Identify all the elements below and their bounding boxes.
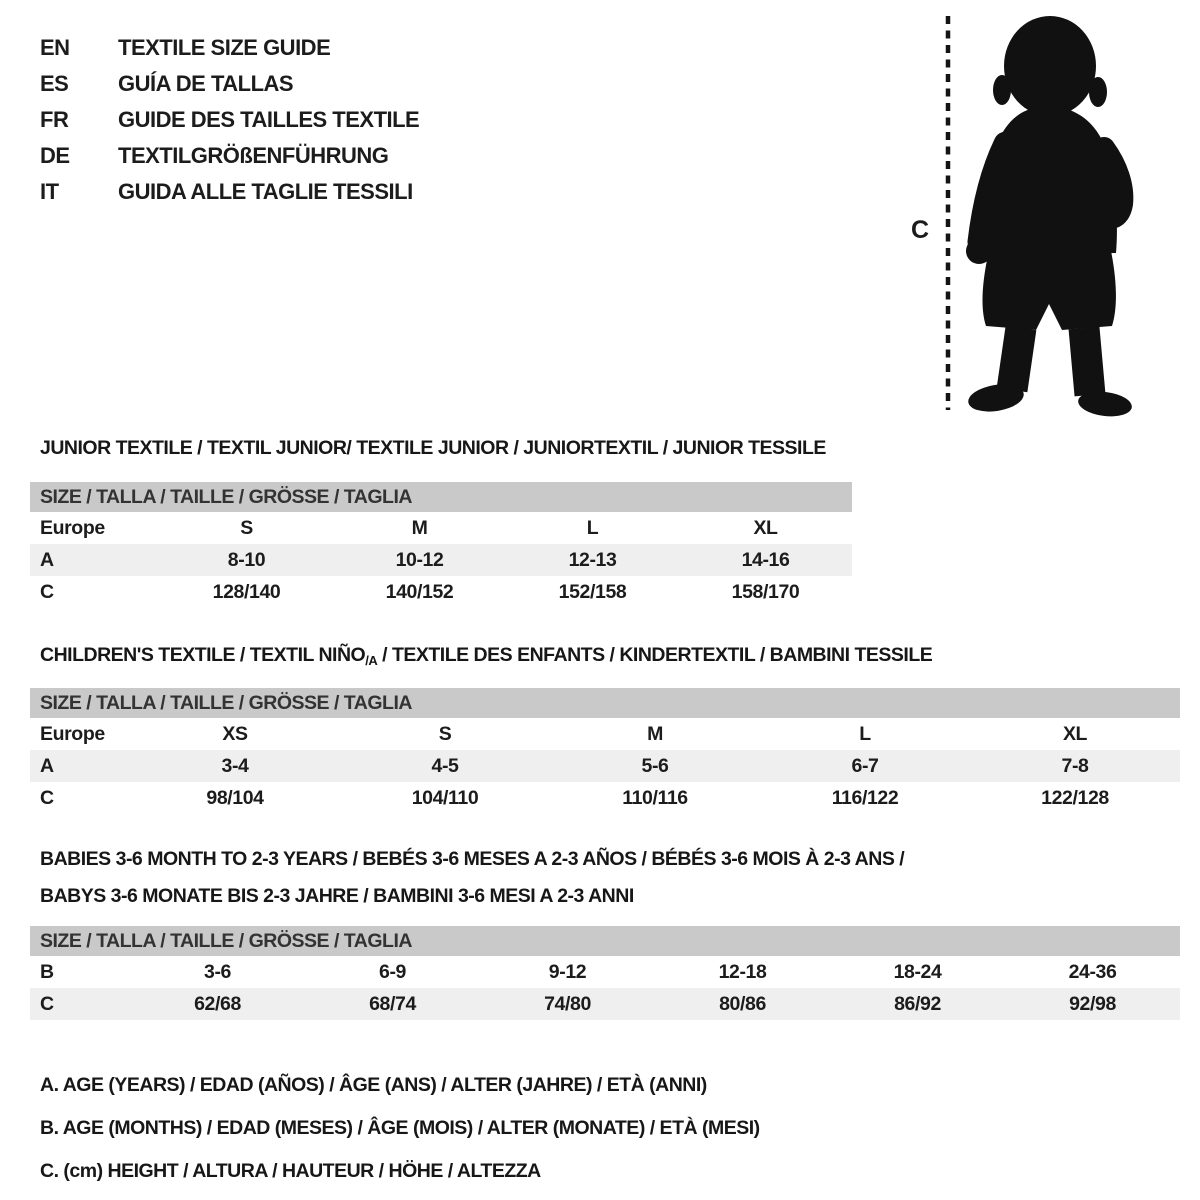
lang-row-en bbox=[40, 30, 419, 66]
size-header-bar: SIZE / TALLA / TAILLE / GRÖSSE / TAGLIA bbox=[30, 688, 1180, 718]
children-section-title bbox=[40, 644, 932, 668]
row-label: C bbox=[40, 580, 54, 603]
table-row-age-months bbox=[30, 956, 1180, 988]
size-header-bar: SIZE / TALLA / TAILLE / GRÖSSE / TAGLIA bbox=[30, 926, 1180, 956]
size-cell: S bbox=[240, 516, 253, 539]
size-cell: XL bbox=[1062, 722, 1088, 745]
height-cell: 80/86 bbox=[719, 992, 766, 1015]
size-cell: S bbox=[438, 722, 452, 745]
age-cell: 9-12 bbox=[548, 960, 587, 983]
table-row-age bbox=[30, 544, 852, 576]
table-row-height bbox=[30, 576, 852, 608]
age-cell: 14-16 bbox=[741, 548, 790, 571]
height-cell: 68/74 bbox=[369, 992, 416, 1015]
table-row-europe bbox=[30, 512, 852, 544]
row-label: A bbox=[40, 548, 54, 571]
row-label: B bbox=[40, 960, 54, 983]
lang-title: GUIDA ALLE TAGLIE TESSILI bbox=[118, 179, 413, 204]
age-cell: 12-13 bbox=[568, 548, 617, 571]
size-cell: L bbox=[586, 516, 599, 539]
toddler-silhouette-icon bbox=[890, 8, 1170, 418]
height-cell: 62/68 bbox=[194, 992, 241, 1015]
lang-row-es bbox=[40, 66, 419, 102]
junior-section-title: JUNIOR TEXTILE / TEXTIL JUNIOR/ TEXTILE JUNIOR / JUNIORTEXTIL / JUNIOR TESSILE bbox=[40, 437, 826, 459]
size-cell: XS bbox=[222, 722, 248, 745]
height-cell: 128/140 bbox=[212, 580, 281, 603]
children-title-part1: CHILDREN'S TEXTILE / TEXTIL NIÑO bbox=[40, 644, 366, 666]
size-cell: M bbox=[647, 722, 663, 745]
size-cell: M bbox=[411, 516, 428, 539]
legend-age-months: B. AGE (MONTHS) / EDAD (MESES) / ÂGE (MOIS) / ALTER (MONATE) / ETÀ (MESI) bbox=[40, 1117, 760, 1139]
age-cell: 10-12 bbox=[395, 548, 444, 571]
height-cell: 152/158 bbox=[558, 580, 627, 603]
height-cell: 86/92 bbox=[894, 992, 941, 1015]
height-cell: 122/128 bbox=[1041, 786, 1109, 809]
height-cell: 74/80 bbox=[544, 992, 591, 1015]
lang-title: TEXTILE SIZE GUIDE bbox=[118, 35, 331, 60]
row-label: Europe bbox=[40, 516, 105, 539]
lang-code: DE bbox=[40, 143, 70, 168]
age-cell: 7-8 bbox=[1061, 754, 1089, 777]
age-cell: 3-4 bbox=[221, 754, 249, 777]
children-size-table bbox=[30, 688, 1180, 814]
size-cell: XL bbox=[753, 516, 778, 539]
row-label: C bbox=[40, 992, 54, 1015]
row-label: C bbox=[40, 786, 54, 809]
junior-size-table bbox=[30, 482, 852, 608]
table-row-age bbox=[30, 750, 1180, 782]
lang-code: EN bbox=[40, 35, 70, 60]
row-label: A bbox=[40, 754, 54, 777]
children-title-part2: / TEXTILE DES ENFANTS / KINDERTEXTIL / BAMBINI TESSILE bbox=[377, 644, 933, 666]
height-measure-label: C bbox=[911, 216, 930, 244]
size-cell: L bbox=[859, 722, 871, 745]
age-cell: 12-18 bbox=[718, 960, 767, 983]
age-cell: 5-6 bbox=[641, 754, 669, 777]
legend-height-cm: C. (cm) HEIGHT / ALTURA / HAUTEUR / HÖHE / ALTEZZA bbox=[40, 1160, 541, 1182]
age-cell: 6-9 bbox=[379, 960, 406, 983]
row-label: Europe bbox=[40, 722, 105, 745]
height-cell: 140/152 bbox=[385, 580, 454, 603]
lang-code: FR bbox=[40, 107, 69, 132]
height-cell: 158/170 bbox=[731, 580, 800, 603]
lang-row-de bbox=[40, 138, 419, 174]
height-cell: 104/110 bbox=[411, 786, 479, 809]
age-cell: 6-7 bbox=[851, 754, 879, 777]
height-cell: 98/104 bbox=[206, 786, 264, 809]
lang-code: IT bbox=[40, 179, 59, 204]
lang-row-it bbox=[40, 174, 419, 210]
height-cell: 92/98 bbox=[1069, 992, 1116, 1015]
lang-title: TEXTILGRÖßENFÜHRUNG bbox=[118, 143, 389, 168]
language-title-list bbox=[40, 30, 419, 210]
height-cell: 110/116 bbox=[622, 786, 688, 809]
table-row-height bbox=[30, 782, 1180, 814]
lang-title: GUÍA DE TALLAS bbox=[118, 71, 294, 96]
babies-section-title-line2: BABYS 3-6 MONATE BIS 2-3 JAHRE / BAMBINI 3-6 MESI A 2-3 ANNI bbox=[40, 885, 634, 907]
babies-section-title-line1: BABIES 3-6 MONTH TO 2-3 YEARS / BEBÉS 3-6 MESES A 2-3 AÑOS / BÉBÉS 3-6 MOIS À 2-3 ANS / bbox=[40, 848, 905, 870]
lang-row-fr bbox=[40, 102, 419, 138]
table-row-height bbox=[30, 988, 1180, 1020]
age-cell: 24-36 bbox=[1068, 960, 1117, 983]
age-cell: 4-5 bbox=[431, 754, 459, 777]
height-cell: 116/122 bbox=[831, 786, 899, 809]
babies-size-table bbox=[30, 926, 1180, 1020]
table-row-europe bbox=[30, 718, 1180, 750]
age-cell: 18-24 bbox=[893, 960, 942, 983]
age-cell: 8-10 bbox=[227, 548, 266, 571]
lang-title: GUIDE DES TAILLES TEXTILE bbox=[118, 107, 420, 132]
lang-code: ES bbox=[40, 71, 69, 96]
size-header-bar: SIZE / TALLA / TAILLE / GRÖSSE / TAGLIA bbox=[30, 482, 852, 512]
age-cell: 3-6 bbox=[204, 960, 231, 983]
children-title-sub: /A bbox=[365, 653, 378, 668]
legend-age-years: A. AGE (YEARS) / EDAD (AÑOS) / ÂGE (ANS) / ALTER (JAHRE) / ETÀ (ANNI) bbox=[40, 1074, 707, 1096]
